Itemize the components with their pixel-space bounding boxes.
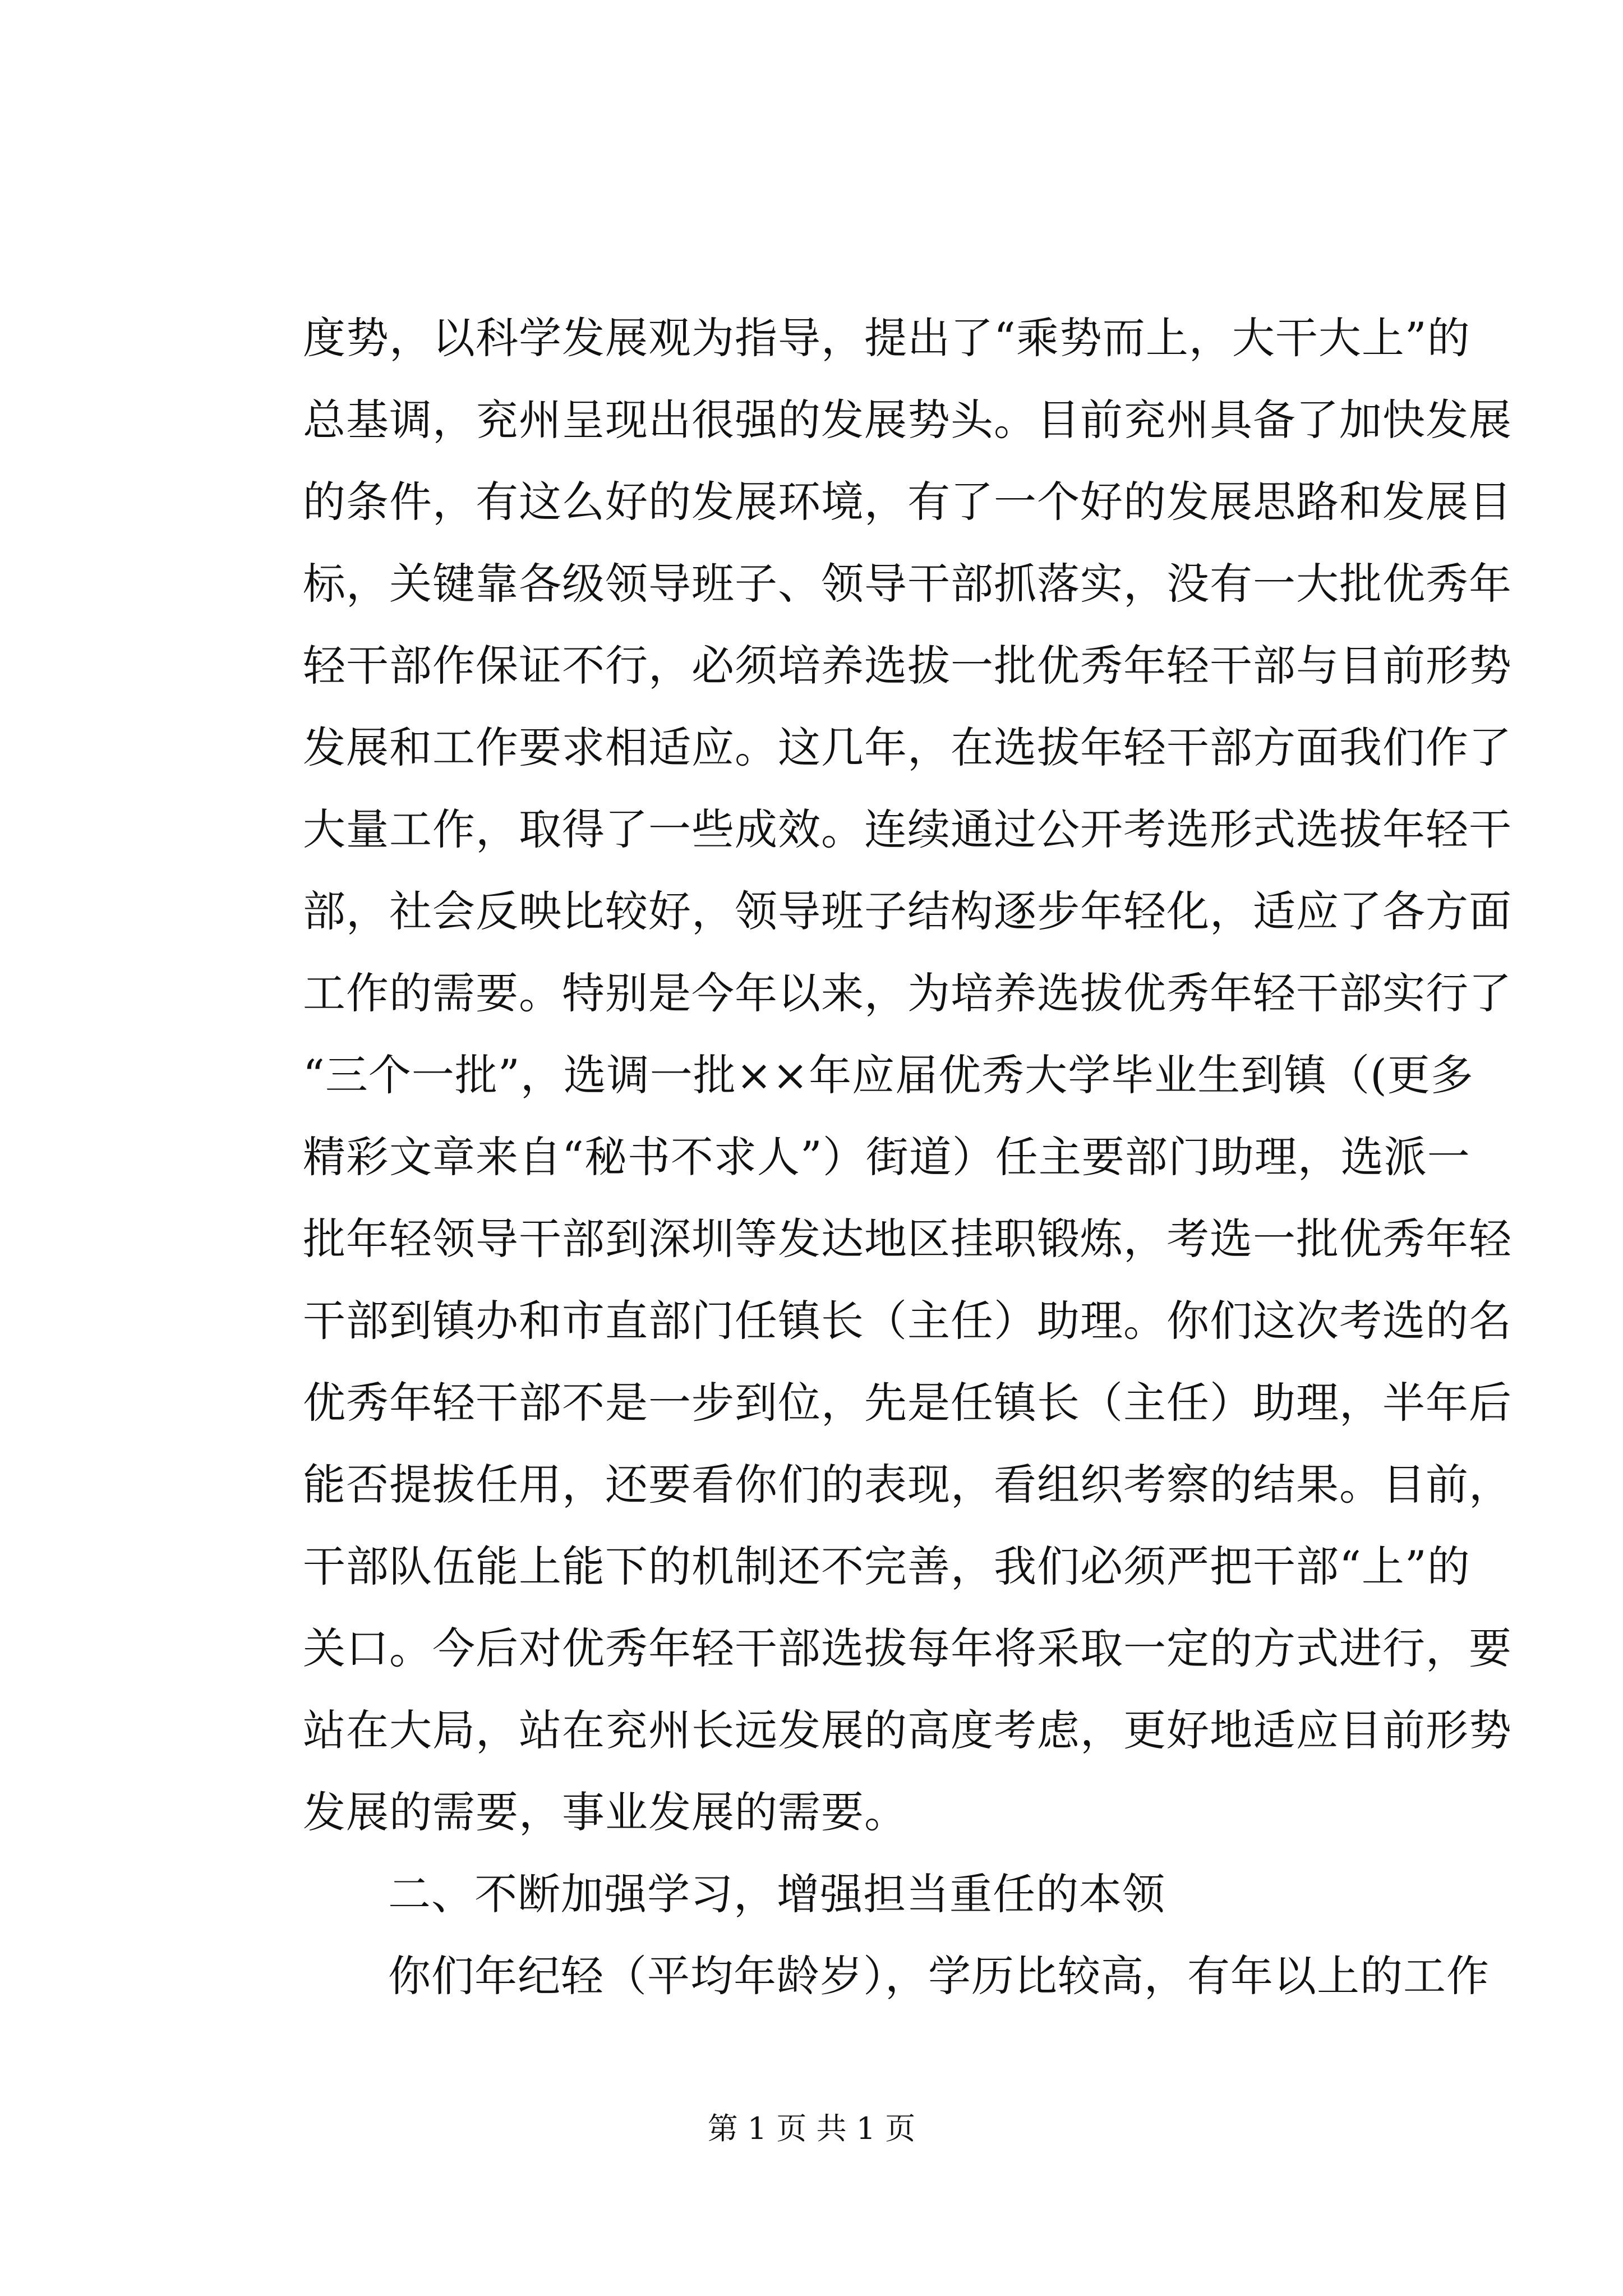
text-line: 干部队伍能上能下的机制还不完善，我们必须严把干部“上”的 [303,1542,1470,1591]
text-line: 批年轻领导干部到深圳等发达地区挂职锻炼，考选一批优秀年轻 [303,1214,1512,1264]
text-line: 的条件，有这么好的发展环境，有了一个好的发展思路和发展目 [303,477,1512,527]
text-line: 能否提拔任用，还要看你们的表现，看组织考察的结果。目前， [303,1460,1512,1510]
text-line: 度势，以科学发展观为指导，提出了“乘势而上，大干大上”的 [303,313,1470,363]
body-text [303,297,1512,2017]
text-line: 总基调，兖州呈现出很强的发展势头。目前兖州具备了加快发展 [303,395,1512,445]
text-line: 站在大局，站在兖州长远发展的高度考虑，更好地适应目前形势 [303,1705,1512,1755]
text-line: 关口。今后对优秀年轻干部选拔每年将采取一定的方式进行，要 [303,1623,1512,1673]
text-line: 大量工作，取得了一些成效。连续通过公开考选形式选拔年轻干 [303,804,1512,854]
section-heading: 二、不断加强学习，增强担当重任的本领 [388,1869,1165,1919]
text-line: 你们年纪轻（平均年龄岁），学历比较高，有年以上的工作 [388,1951,1490,2001]
text-line: 标，关键靠各级领导班子、领导干部抓落实，没有一大批优秀年 [303,559,1512,609]
text-line: “三个一批”，选调一批××年应届优秀大学毕业生到镇（(更多 [303,1050,1474,1100]
text-line: 干部到镇办和市直部门任镇长（主任）助理。你们这次考选的名 [303,1296,1512,1346]
text-line: 精彩文章来自“秘书不求人”）街道）任主要部门助理，选派一 [303,1132,1470,1182]
text-line: 轻干部作保证不行，必须培养选拔一批优秀年轻干部与目前形势 [303,641,1512,691]
text-line: 部，社会反映比较好，领导班子结构逐步年轻化，适应了各方面 [303,886,1512,936]
page-footer: 第 1 页 共 1 页 [707,2111,916,2146]
text-line: 工作的需要。特别是今年以来，为培养选拔优秀年轻干部实行了 [303,968,1512,1018]
text-line: 优秀年轻干部不是一步到位，先是任镇长（主任）助理，半年后 [303,1378,1512,1428]
text-line: 发展和工作要求相适应。这几年，在选拔年轻干部方面我们作了 [303,723,1512,772]
text-line: 发展的需要，事业发展的需要。 [303,1787,907,1837]
